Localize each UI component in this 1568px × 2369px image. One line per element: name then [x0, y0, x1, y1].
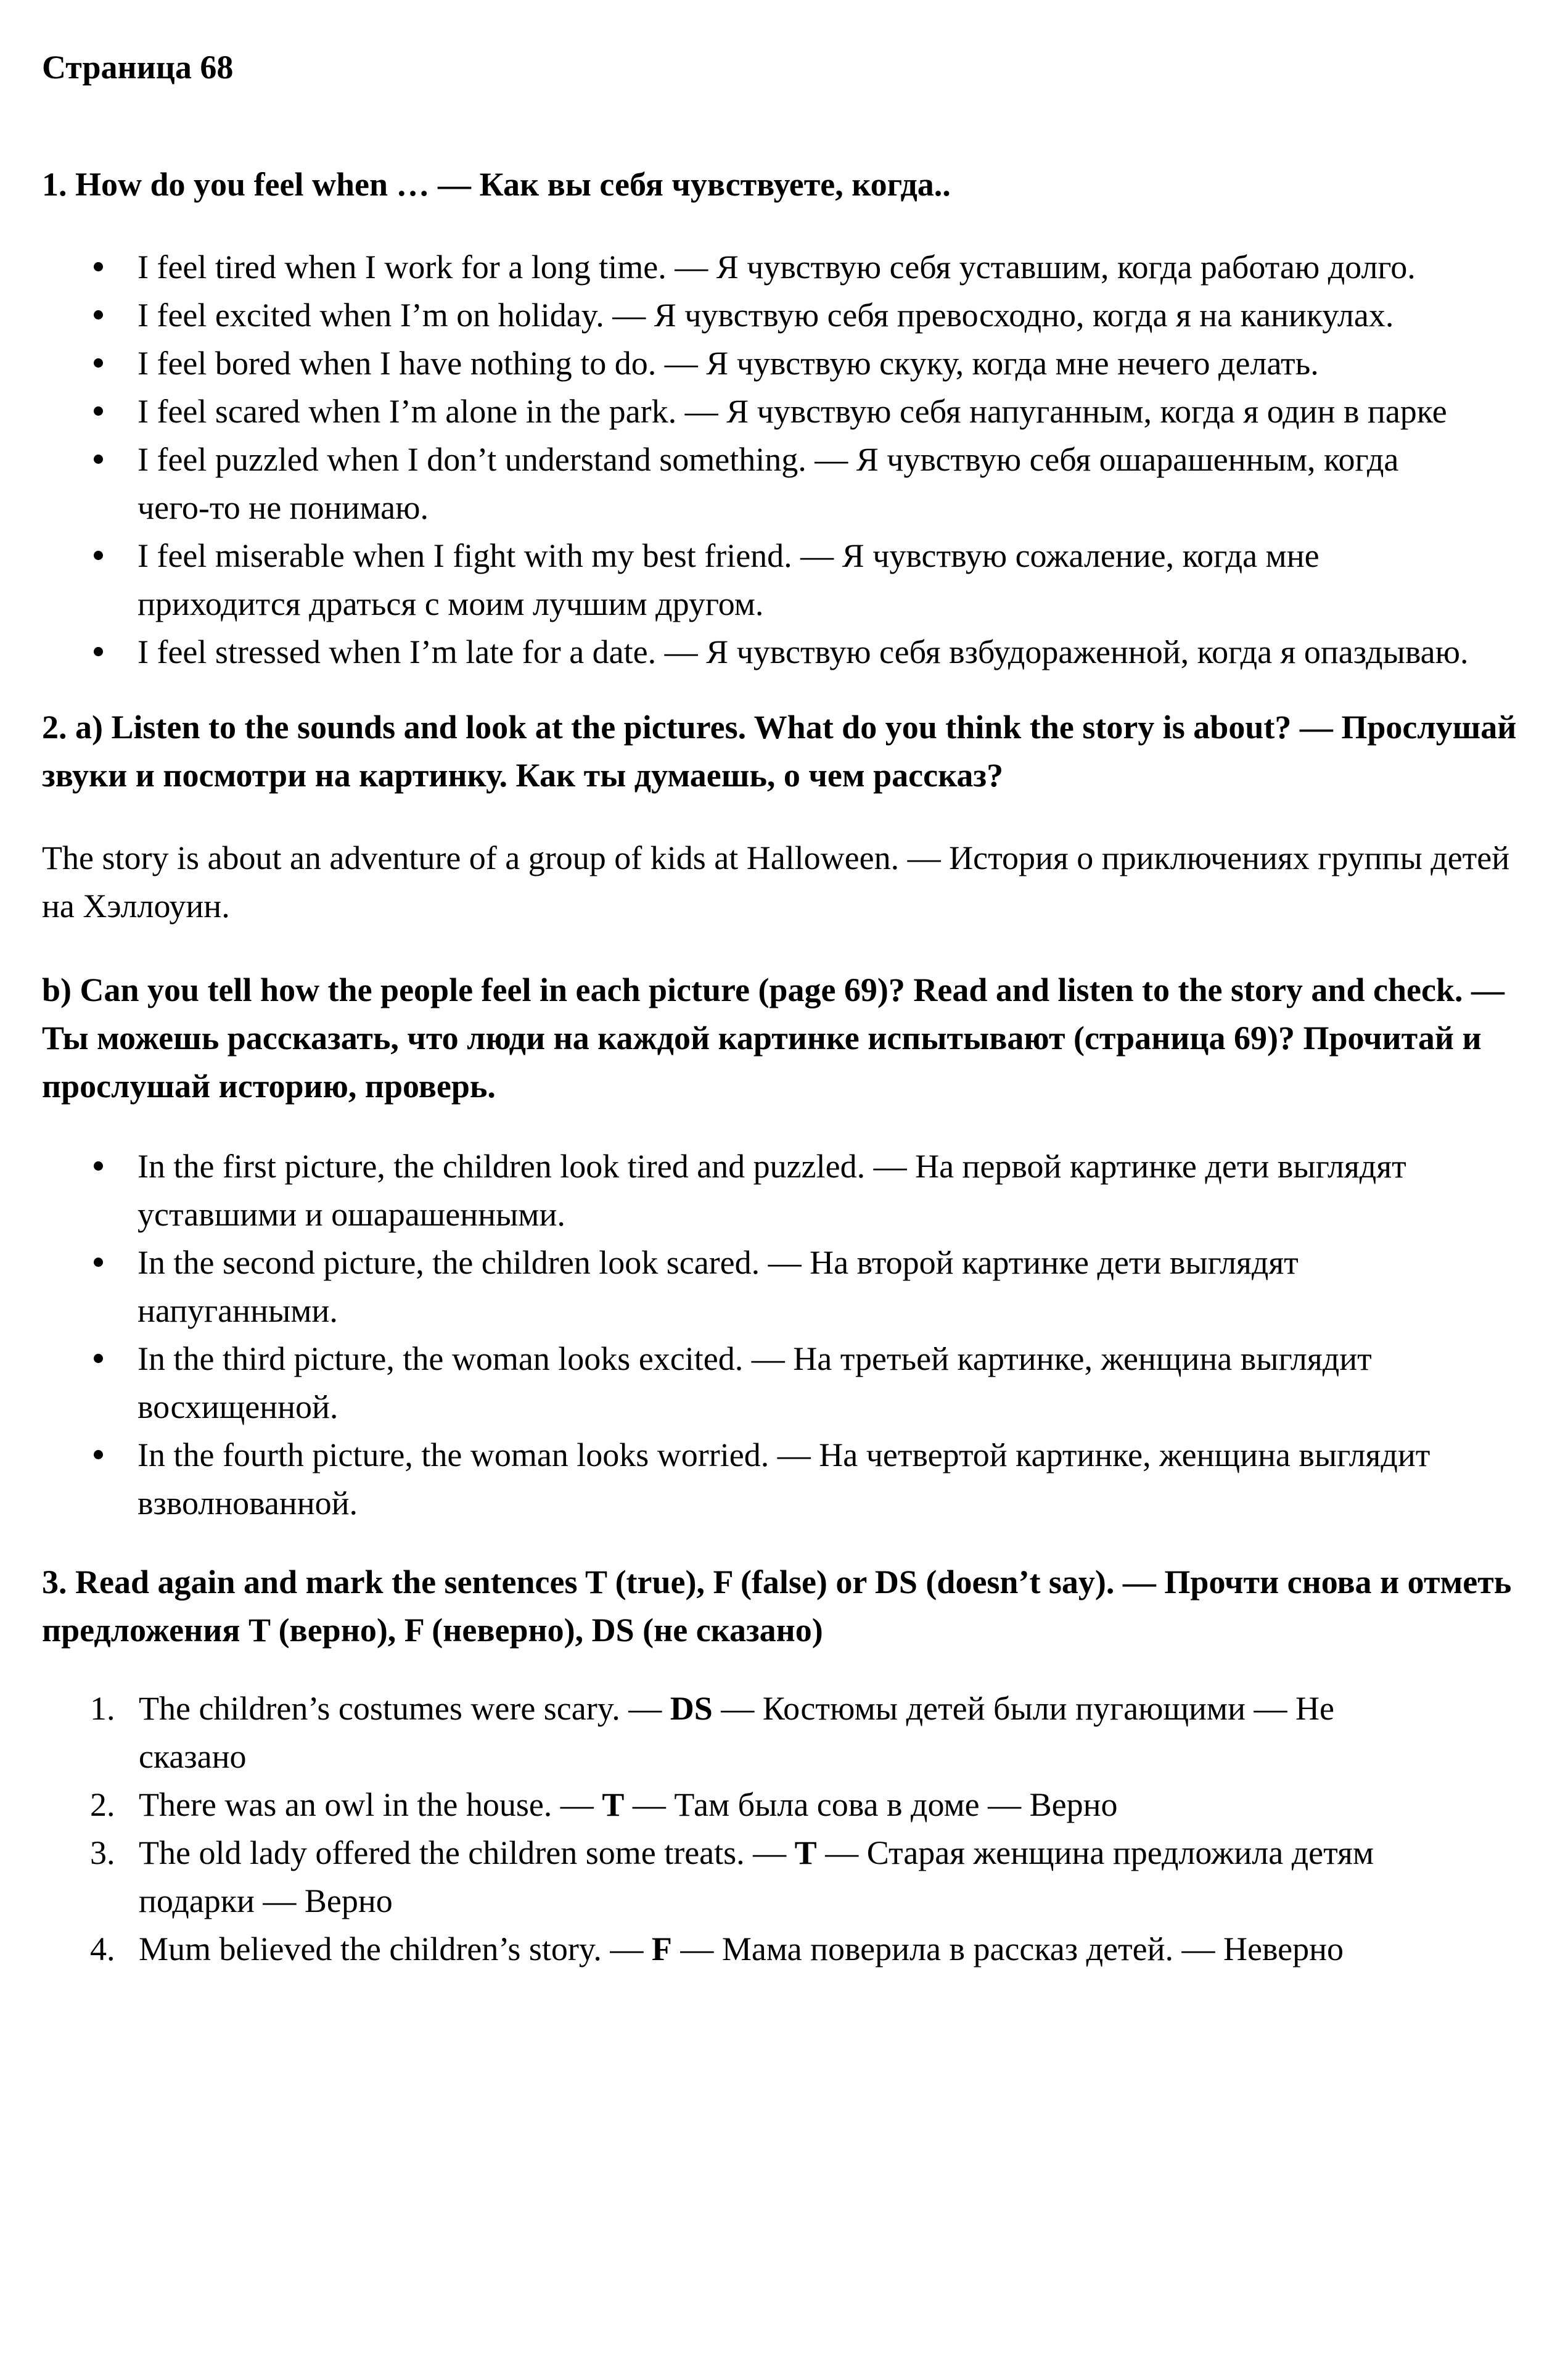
bullet-icon: [94, 455, 103, 464]
answer-mark: DS: [670, 1690, 713, 1727]
list-item: [42, 628, 1531, 676]
list-item-text: I feel tired when I work for a long time. — Я чувствую себя уставшим, когда работаю долго.: [138, 249, 1416, 286]
answer-mark: T: [794, 1834, 817, 1871]
bullet-icon: [94, 647, 103, 656]
section3-numbered-list: [42, 1684, 1531, 1973]
list-item-text: I feel excited when I’m on holiday. — Я чувствую себя превосходно, когда я на каникулах.: [138, 297, 1394, 334]
bullet-icon: [94, 1161, 103, 1171]
section1-heading: 1. How do you feel when … — Как вы себя чувствуете, когда..: [42, 166, 951, 203]
numbered-item: [42, 1684, 1531, 1781]
list-item-text: I feel puzzled when I don’t understand something. — Я чувствую себя ошарашенным, когда чего-то не понимаю.: [138, 441, 1399, 526]
answer-mark: T: [602, 1786, 625, 1823]
list-item-text: In the second picture, the children look scared. — На второй картинке дети выглядят напуганными.: [138, 1244, 1299, 1329]
list-item: [42, 532, 1531, 628]
list-item: [42, 435, 1531, 532]
list-item-text: I feel stressed when I’m late for a date. — Я чувствую себя взбудораженной, когда я опаздываю.: [138, 633, 1469, 670]
statement-text: There was an owl in the house. —: [139, 1786, 602, 1823]
numbered-item: [42, 1925, 1531, 1973]
list-item-text: In the third picture, the woman looks excited. — На третьей картинке, женщина выглядит восхищенной.: [138, 1340, 1372, 1425]
list-item: [42, 387, 1531, 435]
list-item: [42, 243, 1531, 291]
item-number: 3.: [90, 1834, 115, 1871]
translation-text: — Старая женщина предложила детям подарки — Верно: [139, 1834, 1374, 1919]
bullet-icon: [94, 1450, 103, 1459]
statement-text: Mum believed the children’s story. —: [139, 1930, 652, 1967]
list-item-text: I feel miserable when I fight with my best friend. — Я чувствую сожаление, когда мне приходится драться с моим лучшим другом.: [138, 537, 1320, 622]
section1-bullet-list: [42, 243, 1531, 676]
page-header: Страница 68: [42, 49, 234, 86]
statement-text: The old lady offered the children some treats. —: [139, 1834, 795, 1871]
list-item: [42, 1335, 1531, 1431]
section2a-heading: 2. a) Listen to the sounds and look at the pictures. What do you think the story is about? — Прослушай звуки и посмотри на картинку. Как ты думаешь, о чем рассказ?: [42, 709, 1517, 794]
numbered-item: [42, 1829, 1531, 1925]
bullet-icon: [94, 406, 103, 416]
statement-text: The children’s costumes were scary. —: [139, 1690, 670, 1727]
answer-mark: F: [651, 1930, 672, 1967]
list-item: [42, 339, 1531, 387]
translation-text: — Там была сова в доме — Верно: [624, 1786, 1118, 1823]
list-item-text: I feel bored when I have nothing to do. — Я чувствую скуку, когда мне нечего делать.: [138, 345, 1319, 382]
list-item: [42, 1431, 1531, 1527]
translation-text: — Мама поверила в рассказ детей. — Неверно: [671, 1930, 1344, 1967]
list-item-text: In the fourth picture, the woman looks worried. — На четвертой картинке, женщина выглядит взволнованной.: [138, 1436, 1430, 1522]
list-item: [42, 291, 1531, 339]
bullet-icon: [94, 262, 103, 271]
list-item: [42, 1142, 1531, 1238]
bullet-icon: [94, 551, 103, 560]
section2b-heading: b) Can you tell how the people feel in each picture (page 69)? Read and listen to the story and check. — Ты можешь рассказать, что люди на каждой картинке испытывают (страница 69)? Прочитай и прослушай историю, проверь.: [42, 971, 1504, 1105]
bullet-icon: [94, 310, 103, 319]
item-number: 1.: [90, 1690, 115, 1727]
numbered-item: [42, 1781, 1531, 1829]
item-number: 4.: [90, 1930, 115, 1967]
list-item-text: I feel scared when I’m alone in the park. — Я чувствую себя напуганным, когда я один в парке: [138, 393, 1447, 430]
list-item: [42, 1238, 1531, 1335]
bullet-icon: [94, 358, 103, 368]
section2a-answer-paragraph: The story is about an adventure of a group of kids at Halloween. — История о приключениях группы детей на Хэллоуин.: [42, 839, 1510, 925]
section2b-bullet-list: [42, 1142, 1531, 1527]
bullet-icon: [94, 1354, 103, 1363]
bullet-icon: [94, 1258, 103, 1267]
item-number: 2.: [90, 1786, 115, 1823]
list-item-text: In the first picture, the children look tired and puzzled. — На первой картинке дети выглядят уставшими и ошарашенными.: [138, 1148, 1406, 1233]
translation-text: — Костюмы детей были пугающими — Не сказано: [139, 1690, 1334, 1775]
section3-heading: 3. Read again and mark the sentences T (true), F (false) or DS (doesn’t say). — Прочти снова и отметь предложения T (верно), F (неверно), DS (не сказано): [42, 1564, 1512, 1649]
